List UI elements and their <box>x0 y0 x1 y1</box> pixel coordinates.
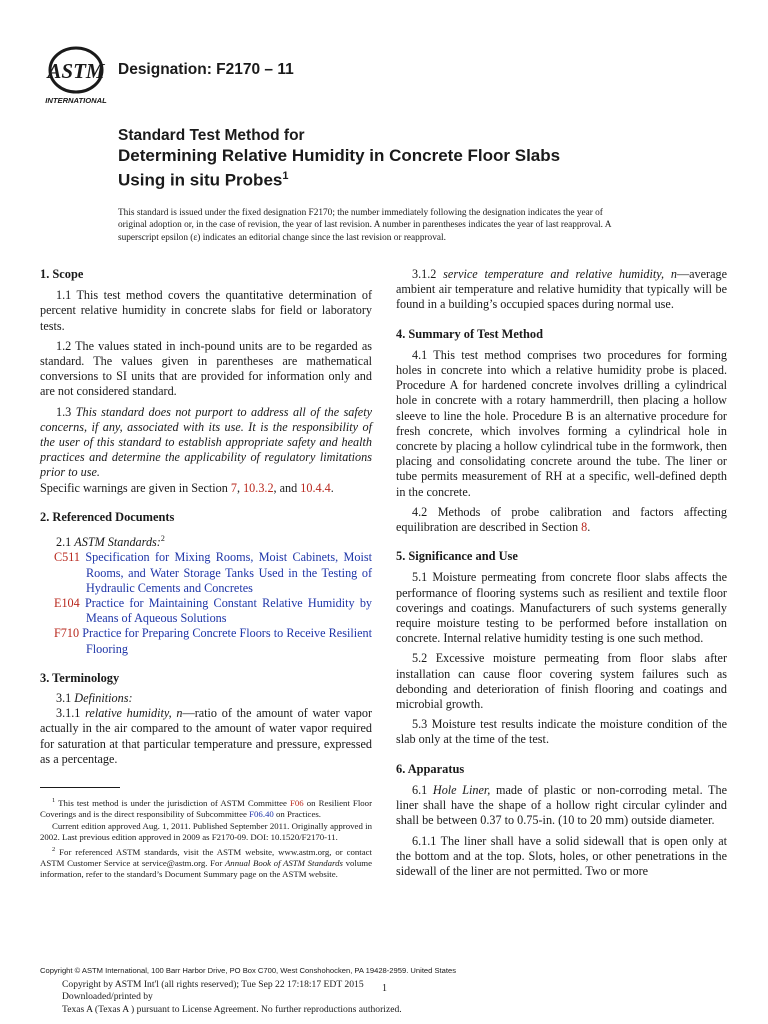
section-3-heading: 3. Terminology <box>40 670 120 685</box>
para-2-1: 2.1 ASTM Standards:$^2$ <box>56 534 165 550</box>
ref-code[interactable]: E104 <box>54 595 80 610</box>
svg-text:INTERNATIONAL: INTERNATIONAL <box>45 96 107 105</box>
para-1-3-warnings: Specific warnings are given in Section 7, 10.3.2, and 10.4.4. <box>40 480 334 495</box>
para-6-1-1: 6.1.1 The liner shall have a solid sidewall that is open only at the bottom and at the top. Slots, holes, or other penetrations in the sidewall of the liner are not permitted. Two or more <box>396 833 727 878</box>
para-4-2: 4.2 Methods of probe calibration and factors affecting equilibration are described in Section 8. <box>396 504 727 535</box>
download-stamp <box>62 979 402 1016</box>
para-1-2: 1.2 The values stated in inch-pound units are to be regarded as standard. The values given in parentheses are mathematical conversions to SI units that are provided for information only and are not considered standard. <box>40 338 372 399</box>
download-stamp-line-3: Texas A (Texas A ) pursuant to License Agreement. No further reproductions authorized. <box>62 1003 402 1015</box>
preamble-line: original adoption or, in the case of revision, the year of last revision. A number in parentheses indicates the year of last reapproval. A <box>118 220 612 231</box>
committee-link-f06[interactable]: F06 <box>290 797 304 808</box>
right-column <box>396 267 727 879</box>
ref-title[interactable]: Specification for Mixing Rooms, Moist Cabinets, Moist Rooms, and Water Storage Tanks Used in the Testing of Hydraulic Cements and Concretes <box>85 550 373 595</box>
section-link-10-4-4[interactable]: 10.4.4 <box>300 480 331 495</box>
para-1-1: 1.1 This test method covers the quantitative determination of percent relative humidity in concrete slabs for field or laboratory tests. <box>40 288 372 333</box>
title-footnote-mark: 1 <box>282 170 289 182</box>
ref-item-e104[interactable] <box>54 596 372 626</box>
document-title <box>118 127 560 191</box>
ref-code[interactable]: C511 <box>54 550 80 565</box>
section-4-heading: 4. Summary of Test Method <box>396 326 543 341</box>
subcommittee-link-f06-40[interactable]: F06.40 <box>249 809 274 820</box>
para-4-1: 4.1 This test method comprises two procedures for forming holes in concrete into which a relative humidity probe is placed. Procedure A for hardened concrete involves drilling a cylindrical hole in concrete with a rotary hammerdrill, then placing a hollow sleeve to line the hole. Procedure B is an alternative procedure for fresh concrete, which involves forming a cylindrical hole in concrete by placing a hollow cylindrical tube in the formwork, then placing and consolidating concrete around the tube. The liner or tube permits measurement of RH at a specific, well-defined depth in the concrete. <box>396 347 727 499</box>
left-column <box>40 267 372 767</box>
title-line-3: Using in situ Probes$^1$ <box>118 170 289 190</box>
footnote-2: $^2$ For referenced ASTM standards, visit the ASTM website, www.astm.org, or contact ASTM Customer Service at service@astm.org. For Annual Book of ASTM Standards volume information, refer to the standard’s Document Summary page on the ASTM website. <box>40 845 372 880</box>
section-2-heading: 2. Referenced Documents <box>40 509 175 524</box>
ref-title[interactable]: Practice for Preparing Concrete Floors to Receive Resilient Flooring <box>82 626 373 656</box>
designation: Designation: F2170 – 11 <box>118 61 294 78</box>
footnotes <box>40 795 372 881</box>
download-stamp-line-2: Downloaded/printed by <box>62 991 153 1003</box>
footnote-1-current-edition: Current edition approved Aug. 1, 2011. Published September 2011. Originally approved in 2002. Last previous edition approved in 2009 as F2170-09. DOI: 10.1520/F2170-11. <box>40 820 372 843</box>
section-5-heading: 5. Significance and Use <box>396 549 518 564</box>
para-3-1: 3.1 Definitions: <box>56 690 133 705</box>
astm-logo <box>40 44 112 106</box>
para-3-1-1: 3.1.1 relative humidity, n—ratio of the amount of water vapor actually in the air compared to the amount of water vapor required for saturation at that particular temperature and pressure, expressed as a percentage. <box>40 706 373 766</box>
para-3-1-2: 3.1.2 service temperature and relative humidity, n—average ambient air temperature and relative humidity that typically will be found in a building’s occupied spaces during normal use. <box>396 267 728 312</box>
svg-text:ASTM: ASTM <box>47 59 105 83</box>
section-link-10-3-2[interactable]: 10.3.2 <box>243 480 274 495</box>
page-number: 1 <box>382 983 387 994</box>
preamble-line: This standard is issued under the fixed designation F2170; the number immediately following the designation indicates the year of <box>118 208 603 218</box>
download-stamp-line-1: Copyright by ASTM Int'l (all rights reserved); Tue Sep 22 17:18:17 EDT 2015 <box>62 979 364 990</box>
footer-copyright: Copyright © ASTM International, 100 Barr Harbor Drive, PO Box C700, West Conshohocken, PA 19428-2959. United States <box>40 966 457 975</box>
footnote-1: $^1$ This test method is under the jurisdiction of ASTM Committee F06 on Resilient Floor Coverings and is the direct responsibility of Subcommittee F06.40 on Practices. <box>40 797 372 820</box>
section-6-heading: 6. Apparatus <box>396 761 465 776</box>
section-link-7[interactable]: 7 <box>230 480 237 495</box>
footnote-rule <box>40 787 120 788</box>
para-5-1: 5.1 Moisture permeating from concrete floor slabs affects the performance of flooring systems such as resilient and textile floor coverings and coatings. Manufacturers of such systems generally require moisture testing to be performed before installation on concrete. Internal relative humidity testing is one such method. <box>396 570 727 646</box>
title-line-1: Standard Test Method for <box>118 127 305 144</box>
section-link-8[interactable]: 8 <box>581 520 588 535</box>
para-5-2: 5.2 Excessive moisture permeating from floor slabs after installation can cause floor covering system failures such as debonding and deterioration of finish flooring and coatings and microbial growth. <box>396 651 727 712</box>
para-5-3: 5.3 Moisture test results indicate the moisture condition of the slab only at the time of the test. <box>396 717 727 747</box>
ref-title[interactable]: Practice for Maintaining Constant Relative Humidity by Means of Aqueous Solutions <box>84 595 372 626</box>
para-6-1: 6.1 Hole Liner, made of plastic or non-corroding metal. The liner shall have the shape of a hollow right circular cylinder and shall be between 0.37 to 0.75-in. (10 to 20 mm) outside diameter. <box>396 782 728 828</box>
section-1-heading: 1. Scope <box>40 267 84 281</box>
ref-item-f710[interactable] <box>54 626 372 656</box>
para-1-3: 1.3 This standard does not purport to address all of the safety concerns, if any, associated with its use. It is the responsibility of the user of this standard to establish appropriate safety and health practices and determine the applicability of regulatory limitations prior to use. <box>40 404 372 480</box>
ref-item-c511[interactable] <box>54 550 372 596</box>
ref-code[interactable]: F710 <box>54 626 80 641</box>
title-line-2: Determining Relative Humidity in Concrete Floor Slabs <box>118 146 561 165</box>
astm-logo-icon <box>40 44 112 106</box>
preamble-line: superscript epsilon (ε) indicates an editorial change since the last revision or reapproval. <box>118 232 446 243</box>
preamble <box>118 207 678 244</box>
